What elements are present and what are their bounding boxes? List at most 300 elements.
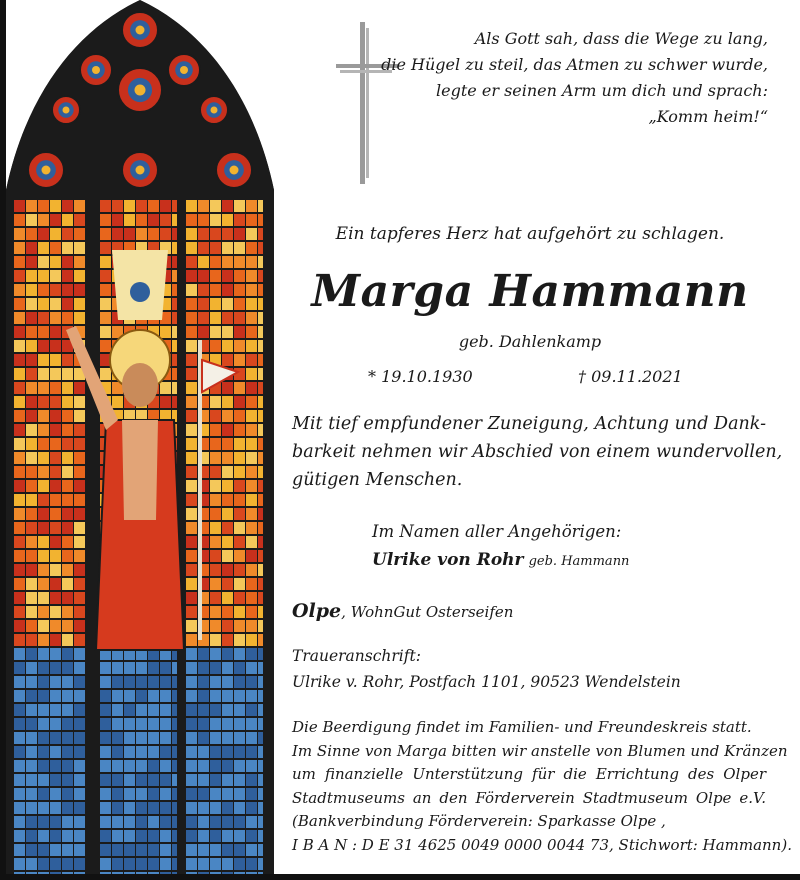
glass-pane — [234, 298, 245, 310]
glass-pane — [172, 676, 177, 688]
glass-pane — [100, 340, 111, 352]
glass-pane — [258, 550, 263, 562]
glass-pane — [246, 746, 257, 758]
glass-pane — [38, 494, 49, 506]
glass-pane — [38, 242, 49, 254]
glass-pane — [258, 466, 263, 478]
glass-pane — [222, 438, 233, 450]
glass-pane — [210, 256, 221, 268]
glass-pane — [186, 508, 197, 520]
glass-pane — [38, 410, 49, 422]
glass-pane — [222, 774, 233, 786]
glass-pane — [234, 480, 245, 492]
glass-pane — [186, 648, 197, 660]
glass-pane — [38, 788, 49, 800]
glass-pane — [234, 788, 245, 800]
glass-pane — [14, 312, 25, 324]
glass-pane — [258, 410, 263, 422]
glass-pane — [172, 732, 177, 744]
glass-pane — [14, 606, 25, 618]
glass-pane — [210, 550, 221, 562]
poem — [348, 26, 768, 130]
glass-pane — [14, 564, 25, 576]
glass-pane — [222, 718, 233, 730]
glass-pane — [62, 480, 73, 492]
glass-pane — [222, 396, 233, 408]
glass-pane — [160, 662, 171, 674]
message-line: Mit tief empfundener Zuneigung, Achtung und Dank- — [292, 414, 766, 434]
glass-pane — [234, 606, 245, 618]
glass-pane — [38, 718, 49, 730]
glass-pane — [246, 326, 257, 338]
glass-pane — [186, 536, 197, 548]
glass-pane — [124, 844, 135, 856]
glass-pane — [222, 326, 233, 338]
glass-pane — [234, 494, 245, 506]
glass-pane — [62, 242, 73, 254]
glass-pane — [172, 788, 177, 800]
glass-pane — [234, 508, 245, 520]
glass-pane — [74, 228, 85, 240]
glass-pane — [160, 676, 171, 688]
glass-pane — [14, 438, 25, 450]
glass-pane — [234, 536, 245, 548]
glass-pane — [210, 326, 221, 338]
glass-pane — [210, 620, 221, 632]
glass-pane — [74, 760, 85, 772]
glass-pane — [246, 522, 257, 534]
glass-pane — [246, 788, 257, 800]
glass-pane — [246, 802, 257, 814]
glass-pane — [26, 844, 37, 856]
glass-pane — [14, 732, 25, 744]
glass-pane — [186, 788, 197, 800]
glass-pane — [26, 326, 37, 338]
glass-pane — [258, 424, 263, 436]
glass-pane — [26, 830, 37, 842]
glass-pane — [160, 844, 171, 856]
glass-pane — [210, 676, 221, 688]
glass-pane — [258, 200, 263, 212]
glass-pane — [50, 564, 61, 576]
glass-pane — [198, 788, 209, 800]
glass-pane — [14, 718, 25, 730]
glass-pane — [246, 774, 257, 786]
glass-pane — [246, 690, 257, 702]
glass-pane — [74, 746, 85, 758]
glass-pane — [186, 200, 197, 212]
glass-pane — [258, 312, 263, 324]
funeral-notice — [292, 716, 792, 857]
glass-pane — [26, 578, 37, 590]
glass-pane — [74, 270, 85, 282]
glass-pane — [210, 704, 221, 716]
glass-pane — [14, 802, 25, 814]
crown-orb — [130, 282, 150, 302]
glass-pane — [62, 774, 73, 786]
glass-pane — [50, 368, 61, 380]
glass-pane — [50, 578, 61, 590]
glass-pane — [198, 256, 209, 268]
funeral-line: I B A N : D E 31 4625 0049 0000 0044 73, Stichwort: Hammann). — [292, 835, 792, 854]
glass-pane — [38, 704, 49, 716]
glass-pane — [26, 564, 37, 576]
glass-pane — [112, 214, 123, 226]
glass-pane — [222, 256, 233, 268]
glass-pane — [62, 802, 73, 814]
glass-pane — [172, 718, 177, 730]
glass-pane — [246, 536, 257, 548]
glass-pane — [62, 592, 73, 604]
glass-pane — [26, 704, 37, 716]
glass-pane — [246, 312, 257, 324]
glass-pane — [186, 522, 197, 534]
glass-pane — [210, 718, 221, 730]
glass-pane — [26, 550, 37, 562]
glass-pane — [198, 312, 209, 324]
glass-pane — [222, 466, 233, 478]
glass-pane — [38, 522, 49, 534]
glass-pane — [14, 788, 25, 800]
glass-pane — [14, 830, 25, 842]
glass-pane — [50, 284, 61, 296]
glass-pane — [222, 606, 233, 618]
glass-pane — [62, 620, 73, 632]
glass-pane — [50, 522, 61, 534]
glass-pane — [74, 466, 85, 478]
glass-pane — [246, 368, 257, 380]
glass-pane — [222, 340, 233, 352]
glass-pane — [210, 466, 221, 478]
glass-pane — [50, 550, 61, 562]
glass-pane — [62, 732, 73, 744]
message-line: gütigen Menschen. — [292, 470, 463, 490]
glass-pane — [234, 704, 245, 716]
glass-pane — [136, 746, 147, 758]
glass-pane — [172, 802, 177, 814]
glass-pane — [172, 312, 177, 324]
glass-pane — [26, 788, 37, 800]
glass-pane — [26, 466, 37, 478]
glass-pane — [172, 382, 177, 394]
glass-pane — [50, 228, 61, 240]
glass-pane — [38, 214, 49, 226]
tracery-core — [136, 166, 145, 175]
glass-pane — [210, 270, 221, 282]
glass-pane — [210, 396, 221, 408]
glass-pane — [258, 522, 263, 534]
glass-pane — [186, 732, 197, 744]
glass-pane — [50, 396, 61, 408]
glass-pane — [74, 732, 85, 744]
glass-pane — [26, 662, 37, 674]
glass-pane — [14, 578, 25, 590]
glass-pane — [148, 662, 159, 674]
glass-pane — [246, 438, 257, 450]
lancet — [14, 196, 86, 874]
place-town: Olpe — [292, 600, 342, 622]
glass-pane — [136, 788, 147, 800]
funeral-line: Die Beerdigung findet im Familien- und Freundeskreis statt. — [292, 718, 752, 736]
glass-pane — [234, 774, 245, 786]
glass-pane — [246, 676, 257, 688]
glass-pane — [50, 620, 61, 632]
glass-pane — [210, 564, 221, 576]
glass-pane — [172, 774, 177, 786]
glass-pane — [50, 340, 61, 352]
glass-pane — [210, 438, 221, 450]
glass-pane — [14, 494, 25, 506]
glass-pane — [160, 704, 171, 716]
glass-pane — [38, 774, 49, 786]
glass-pane — [112, 788, 123, 800]
glass-pane — [14, 424, 25, 436]
glass-pane — [14, 676, 25, 688]
glass-pane — [112, 746, 123, 758]
glass-pane — [186, 844, 197, 856]
glass-pane — [258, 690, 263, 702]
glass-pane — [222, 214, 233, 226]
glass-pane — [14, 270, 25, 282]
glass-pane — [258, 760, 263, 772]
glass-pane — [186, 774, 197, 786]
glass-pane — [38, 396, 49, 408]
glass-pane — [14, 242, 25, 254]
glass-pane — [50, 298, 61, 310]
glass-pane — [14, 816, 25, 828]
glass-pane — [186, 830, 197, 842]
tracery-core — [92, 66, 100, 74]
glass-pane — [258, 732, 263, 744]
figure-torso — [122, 420, 158, 520]
glass-pane — [100, 844, 111, 856]
glass-pane — [14, 690, 25, 702]
glass-pane — [62, 200, 73, 212]
glass-pane — [38, 760, 49, 772]
glass-pane — [246, 704, 257, 716]
glass-pane — [74, 662, 85, 674]
glass-pane — [172, 662, 177, 674]
glass-pane — [186, 410, 197, 422]
glass-pane — [258, 396, 263, 408]
glass-pane — [112, 844, 123, 856]
glass-pane — [50, 648, 61, 660]
glass-pane — [246, 508, 257, 520]
glass-pane — [160, 858, 171, 870]
glass-pane — [100, 718, 111, 730]
glass-pane — [186, 858, 197, 870]
glass-pane — [160, 718, 171, 730]
glass-pane — [210, 816, 221, 828]
glass-pane — [198, 746, 209, 758]
glass-pane — [50, 788, 61, 800]
glass-pane — [222, 746, 233, 758]
glass-pane — [26, 494, 37, 506]
glass-pane — [234, 620, 245, 632]
glass-pane — [160, 816, 171, 828]
glass-pane — [100, 228, 111, 240]
glass-pane — [112, 830, 123, 842]
glass-pane — [172, 830, 177, 842]
glass-pane — [100, 774, 111, 786]
glass-pane — [160, 326, 171, 338]
glass-pane — [198, 326, 209, 338]
glass-pane — [62, 466, 73, 478]
glass-pane — [62, 634, 73, 646]
farewell-message — [292, 410, 783, 494]
glass-pane — [74, 648, 85, 660]
glass-pane — [124, 732, 135, 744]
glass-pane — [246, 396, 257, 408]
glass-pane — [246, 662, 257, 674]
glass-pane — [62, 676, 73, 688]
glass-pane — [210, 340, 221, 352]
glass-pane — [50, 382, 61, 394]
glass-pane — [124, 816, 135, 828]
glass-pane — [26, 382, 37, 394]
glass-pane — [222, 354, 233, 366]
glass-pane — [26, 354, 37, 366]
glass-pane — [62, 522, 73, 534]
glass-pane — [136, 228, 147, 240]
glass-pane — [14, 256, 25, 268]
glass-pane — [186, 662, 197, 674]
glass-pane — [38, 746, 49, 758]
glass-pane — [186, 396, 197, 408]
glass-pane — [26, 284, 37, 296]
glass-pane — [222, 760, 233, 772]
glass-pane — [62, 606, 73, 618]
glass-pane — [198, 648, 209, 660]
family-maiden-name: geb. Hammann — [528, 554, 630, 569]
glass-pane — [222, 634, 233, 646]
glass-pane — [210, 788, 221, 800]
glass-pane — [234, 858, 245, 870]
glass-pane — [234, 424, 245, 436]
glass-pane — [198, 718, 209, 730]
glass-pane — [148, 690, 159, 702]
glass-pane — [26, 410, 37, 422]
glass-pane — [62, 550, 73, 562]
glass-pane — [198, 774, 209, 786]
glass-pane — [258, 592, 263, 604]
glass-pane — [172, 242, 177, 254]
glass-pane — [50, 354, 61, 366]
glass-pane — [136, 214, 147, 226]
glass-pane — [62, 858, 73, 870]
glass-pane — [74, 830, 85, 842]
glass-pane — [50, 410, 61, 422]
glass-pane — [246, 424, 257, 436]
glass-pane — [258, 662, 263, 674]
glass-pane — [50, 508, 61, 520]
glass-pane — [210, 480, 221, 492]
glass-pane — [210, 592, 221, 604]
glass-pane — [222, 592, 233, 604]
glass-pane — [26, 816, 37, 828]
glass-pane — [222, 648, 233, 660]
glass-pane — [172, 284, 177, 296]
glass-pane — [74, 242, 85, 254]
glass-pane — [246, 410, 257, 422]
glass-pane — [100, 746, 111, 758]
glass-pane — [38, 816, 49, 828]
poem-line: legte er seinen Arm um dich und sprach: — [436, 81, 768, 100]
glass-pane — [14, 662, 25, 674]
glass-pane — [222, 452, 233, 464]
glass-pane — [100, 214, 111, 226]
glass-pane — [198, 690, 209, 702]
glass-pane — [246, 270, 257, 282]
family-intro: Im Namen aller Angehörigen: — [372, 522, 622, 541]
glass-pane — [62, 578, 73, 590]
glass-pane — [210, 242, 221, 254]
glass-pane — [50, 494, 61, 506]
glass-pane — [186, 354, 197, 366]
glass-pane — [38, 452, 49, 464]
glass-pane — [26, 340, 37, 352]
glass-pane — [38, 676, 49, 688]
glass-pane — [38, 368, 49, 380]
glass-pane — [186, 634, 197, 646]
glass-pane — [50, 634, 61, 646]
glass-pane — [50, 536, 61, 548]
glass-pane — [148, 214, 159, 226]
glass-pane — [74, 494, 85, 506]
glass-pane — [222, 816, 233, 828]
glass-pane — [100, 662, 111, 674]
glass-pane — [50, 732, 61, 744]
glass-pane — [38, 690, 49, 702]
glass-pane — [26, 508, 37, 520]
glass-pane — [186, 298, 197, 310]
funeral-line: Im Sinne von Marga bitten wir anstelle von Blumen und Kränzen — [292, 741, 788, 760]
glass-pane — [38, 312, 49, 324]
glass-pane — [136, 676, 147, 688]
glass-pane — [50, 424, 61, 436]
glass-pane — [14, 550, 25, 562]
glass-pane — [186, 718, 197, 730]
glass-pane — [246, 830, 257, 842]
glass-pane — [198, 214, 209, 226]
glass-pane — [246, 382, 257, 394]
glass-pane — [62, 508, 73, 520]
glass-pane — [246, 354, 257, 366]
glass-pane — [74, 802, 85, 814]
glass-pane — [74, 438, 85, 450]
glass-pane — [100, 858, 111, 870]
glass-pane — [160, 760, 171, 772]
glass-pane — [246, 732, 257, 744]
glass-pane — [62, 438, 73, 450]
funeral-line: (Bankverbindung Förderverein: Sparkasse Olpe , — [292, 812, 666, 830]
glass-pane — [136, 830, 147, 842]
glass-pane — [222, 690, 233, 702]
glass-pane — [172, 200, 177, 212]
glass-pane — [62, 718, 73, 730]
glass-pane — [100, 816, 111, 828]
glass-pane — [14, 746, 25, 758]
glass-pane — [50, 606, 61, 618]
glass-pane — [62, 690, 73, 702]
glass-pane — [172, 354, 177, 366]
glass-pane — [148, 830, 159, 842]
glass-pane — [62, 396, 73, 408]
glass-pane — [234, 564, 245, 576]
glass-pane — [186, 340, 197, 352]
glass-pane — [50, 326, 61, 338]
glass-pane — [172, 858, 177, 870]
